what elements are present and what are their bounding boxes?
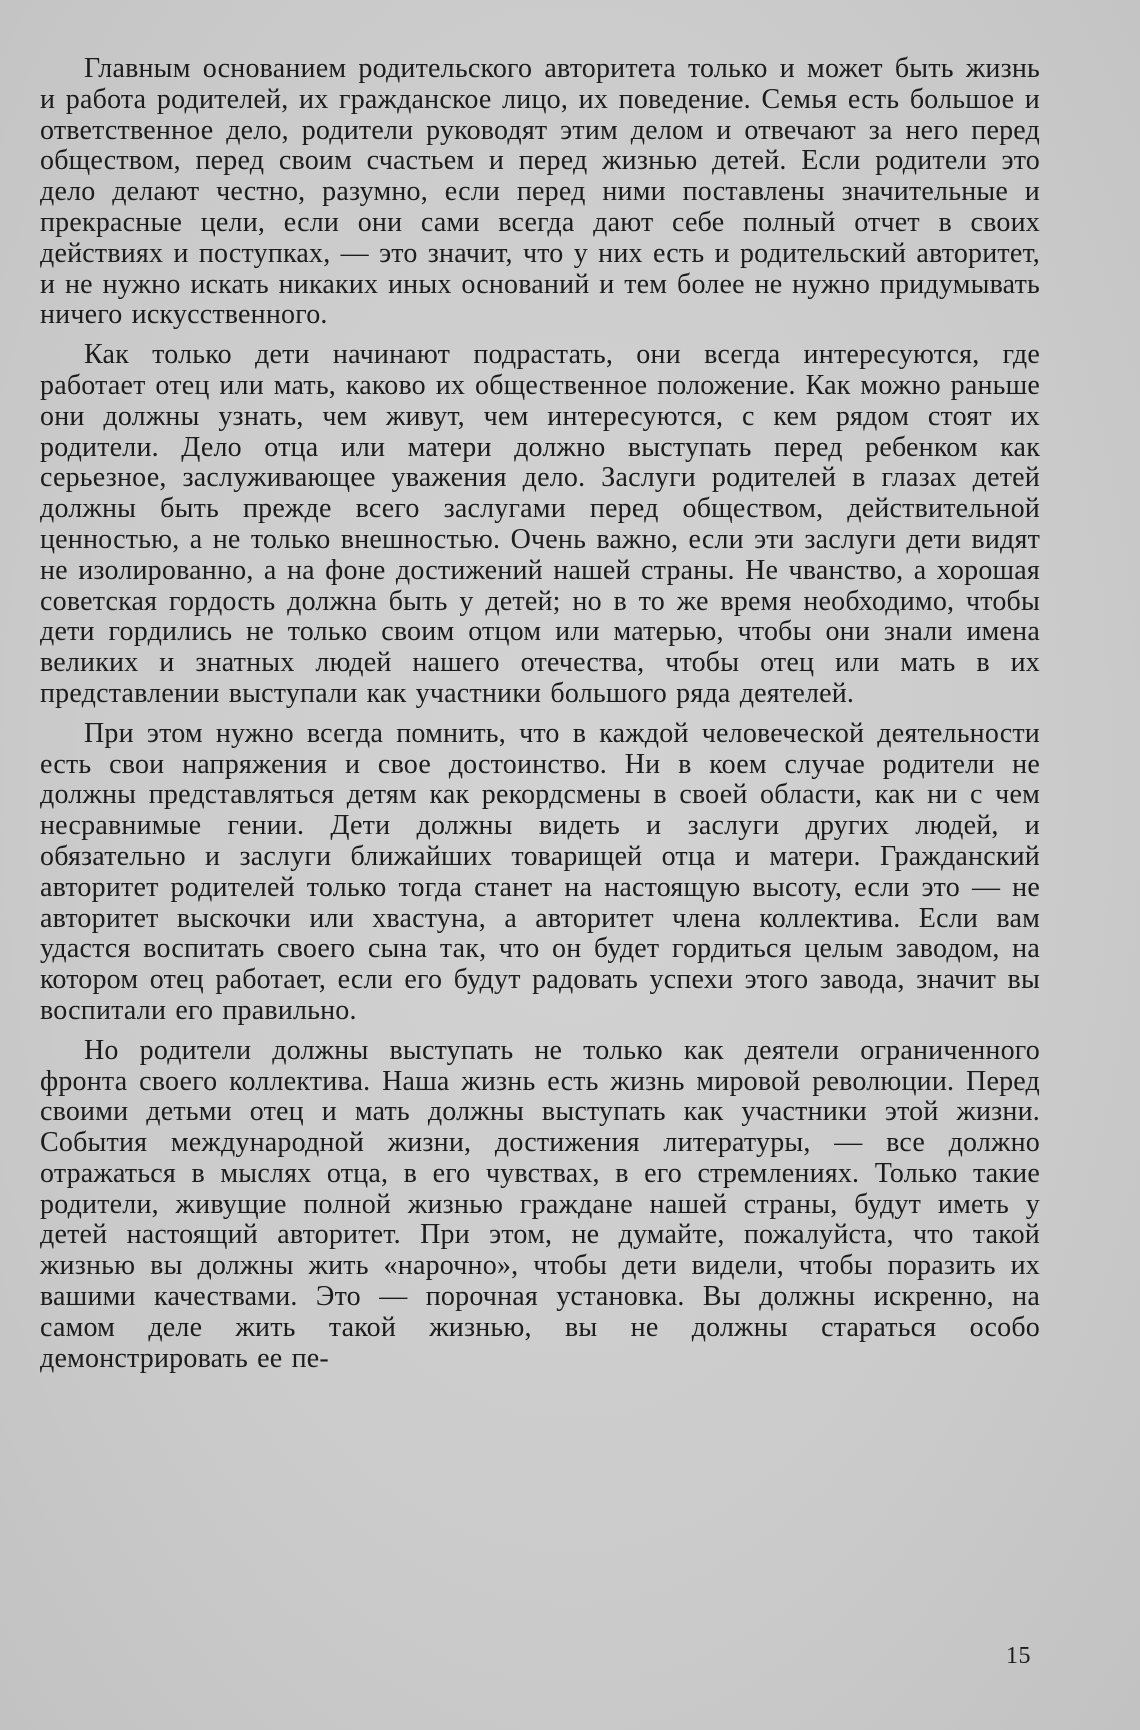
paragraph-1: Главным основанием родительского авторитета только и может быть жизнь и работа родителей, их гражданское лицо, их поведение. Семья есть большое и ответственное дело, родители руководят этим делом и отвечают за него перед обществом, перед своим счастьем и перед жизнью детей. Если родители это дело делают честно, разумно, если перед ними поставлены значительные и прекрасные цели, если они сами всегда дают себе полный отчет в своих действиях и поступках, — это значит, что у них есть и родительский авторитет, и не нужно искать никаких иных оснований и тем более не нужно придумывать ничего искусственного. — [40, 53, 1040, 331]
paragraph-2: Как только дети начинают подрастать, они всегда интересуются, где работает отец или мать, каково их общественное положение. Как можно раньше они должны узнать, чем живут, чем интересуются, с кем рядом стоят их родители. Дело отца или матери должно выступать перед ребенком как серьезное, заслуживающее уважения дело. Заслуги родителей в глазах детей должны быть прежде всего заслугами перед обществом, действительной ценностью, а не только внешностью. Очень важно, если эти заслуги дети видят не изолированно, а на фоне достижений нашей страны. Не чванство, а хорошая советская гордость должна быть у детей; но в то же время необходимо, чтобы дети гордились не только своим отцом или матерью, чтобы они знали имена великих и знатных людей нашего отечества, чтобы отец или мать в их представлении выступали как участники большого ряда деятелей. — [40, 339, 1040, 709]
paragraph-4: Но родители должны выступать не только как деятели ограниченного фронта своего коллектива. Наша жизнь есть жизнь мировой революции. Перед своими детьми отец и мать должны выступать как участники этой жизни. События международной жизни, достижения литературы, — все должно отражаться в мыслях отца, в его чувствах, в его стремлениях. Только такие родители, живущие полной жизнью граждане нашей страны, будут иметь у детей настоящий авторитет. При этом, не думайте, пожалуйста, что такой жизнью вы должны жить «нарочно», чтобы дети видели, чтобы поразить их вашими качествами. Это — порочная установка. Вы должны искренно, на самом деле жить такой жизнью, вы не должны стараться особо демонстрировать ее пе- — [40, 1034, 1040, 1374]
page-number: 15 — [1006, 1643, 1031, 1669]
paragraph-3: При этом нужно всегда помнить, что в каждой человеческой деятельности есть свои напряжения и свое достоинство. Ни в коем случае родители не должны представляться детям как рекордсмены в своей области, как ни с чем несравнимые гении. Дети должны видеть и заслуги других людей, и обязательно и заслуги ближайших товарищей отца и матери. Гражданский авторитет родителей только тогда станет на настоящую высоту, если это — не авторитет выскочки или хвастуна, а авторитет члена коллектива. Если вам удастся воспитать своего сына так, что он будет гордиться целым заводом, на котором отец работает, если его будут радовать успехи этого завода, значит вы воспитали его правильно. — [40, 717, 1040, 1026]
body-text — [40, 54, 1040, 1383]
